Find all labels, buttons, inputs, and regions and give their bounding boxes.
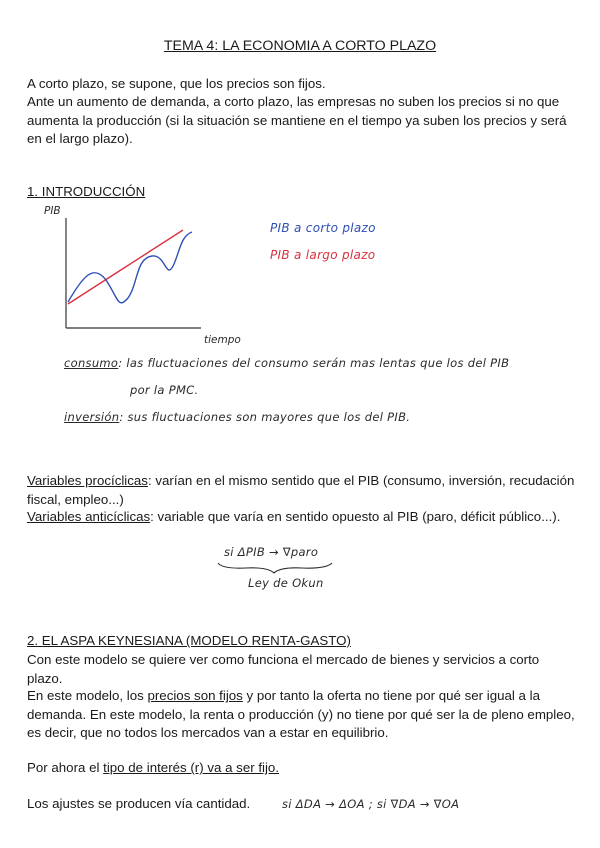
p2-text-b: y por tanto la oferta no tiene por qué ser igual a la demanda. En este modelo, la renta o producción (y) no tiene por qué ser la de pleno empleo, es decir, que no todos los mercados van a estar en equilibrio.	[27, 688, 575, 740]
section-2-paragraph-2	[27, 687, 575, 743]
okun-label: Ley de Okun	[248, 576, 324, 590]
p2-underlined: precios son fijos	[147, 688, 243, 703]
note-consumo-term: consumo	[64, 356, 119, 370]
note-consumo-cont: por la PMC.	[130, 383, 199, 397]
graph-y-label: PIB	[44, 205, 61, 217]
section-2-paragraph-1: Con este modelo se quiere ver como funciona el mercado de bienes y servicios a corto plazo.	[27, 652, 540, 686]
intro-line-1: A corto plazo, se supone, que los precios son fijos.	[27, 76, 326, 91]
page-title: TEMA 4: LA ECONOMIA A CORTO PLAZO	[163, 38, 437, 54]
p3-text-a: Por ahora el	[27, 760, 104, 775]
legend-short-term: PIB a corto plazo	[270, 221, 376, 235]
countercyclical-text: : variable que varía en sentido opuesto al PIB (paro, déficit público...).	[150, 509, 561, 524]
section-2-paragraph-4: Los ajustes se producen vía cantidad.	[27, 796, 251, 811]
legend-long-term: PIB a largo plazo	[270, 248, 376, 262]
countercyclical-paragraph	[27, 508, 575, 527]
adjustment-note: si ΔDA → ΔOA ; si ∇DA → ∇OA	[282, 797, 460, 811]
procyclical-term: Variables procíclicas	[27, 473, 148, 488]
p3-underlined: tipo de interés (r) va a ser fijo.	[103, 760, 280, 775]
section-2-heading: 2. EL ASPA KEYNESIANA (MODELO RENTA-GASTO)	[27, 633, 351, 648]
procyclical-paragraph	[27, 472, 575, 509]
countercyclical-term: Variables anticíclicas	[27, 509, 151, 524]
section-1-heading: 1. INTRODUCCIÓN	[27, 184, 146, 199]
note-consumo-text: : las fluctuaciones del consumo serán mas lentas que los del PIB	[118, 356, 510, 370]
note-inversion-text: : sus fluctuaciones son mayores que los del PIB.	[119, 410, 411, 424]
note-consumo	[64, 356, 509, 370]
okun-formula: si ΔPIB → ∇paro	[224, 545, 319, 559]
graph-x-label: tiempo	[204, 334, 241, 346]
pib-cycle-graph	[38, 198, 268, 348]
p2-text-a: En este modelo, los	[27, 688, 148, 703]
note-inversion	[64, 410, 410, 424]
okun-brace	[216, 560, 336, 576]
procyclical-text: : varían en el mismo sentido que el PIB (consumo, inversión, recudación fiscal, empleo...)	[27, 473, 575, 507]
intro-paragraph: Ante un aumento de demanda, a corto plazo, las empresas no suben los precios si no que aumenta la producción (si la situación se mantiene en el tiempo ya suben los precios y será en el largo plazo).	[27, 94, 567, 146]
note-inversion-term: inversión	[64, 410, 120, 424]
section-2-paragraph-3	[27, 759, 575, 778]
